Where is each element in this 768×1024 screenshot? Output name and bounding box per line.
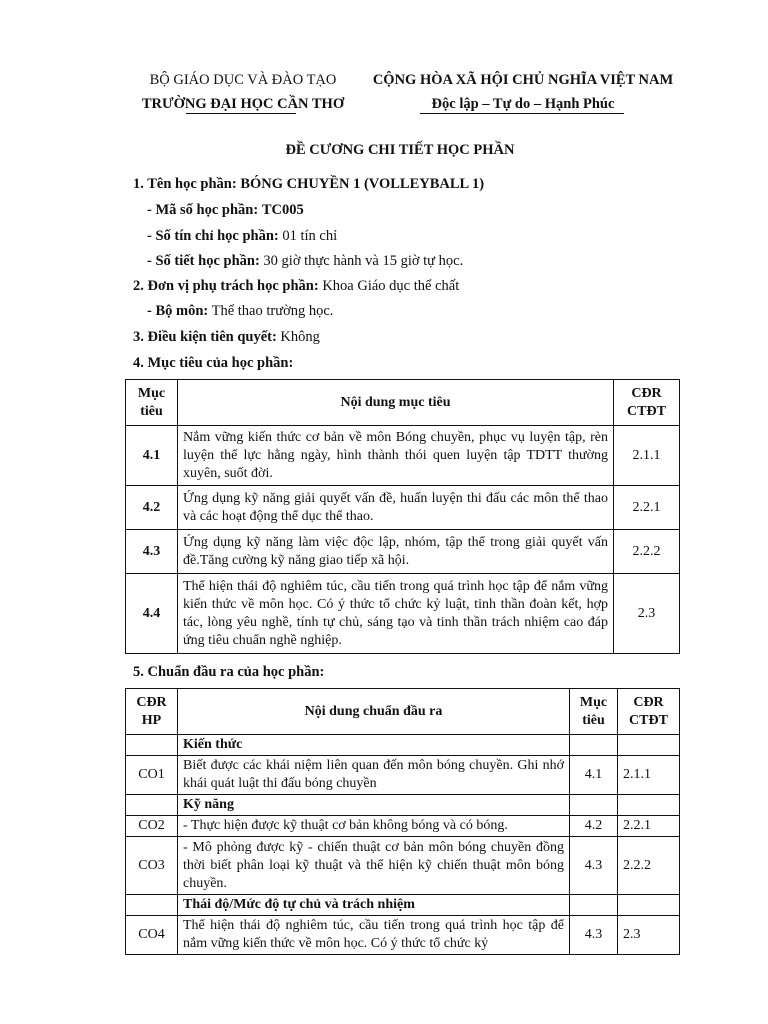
header-right-underline [420,113,624,114]
table-row [126,574,680,654]
course-name-line [133,176,484,193]
outcomes-table [125,688,680,955]
col-header-goal: Mục tiêu [570,689,618,735]
header-left-underline [186,113,296,114]
table-row [126,816,680,837]
category-row [126,735,680,756]
table-row [126,916,680,955]
category-attitude: Thái độ/Mức độ tự chủ và trách nhiệm [178,895,570,916]
outcome-id: CO3 [126,837,178,895]
outcome-goal: 4.2 [570,816,618,837]
prerequisite-line [133,329,320,346]
goal-id: 4.3 [126,530,178,574]
category-row [126,795,680,816]
department-label: 2. Đơn vị phụ trách học phần: [133,278,319,294]
goal-content: Ứng dụng kỹ năng giải quyết vấn đề, huấn luyện thi đấu các môn thể thao và các hoạt động thể dục thể thao. [178,486,614,530]
prerequisite-value: Không [280,329,320,345]
category-skills: Kỹ năng [178,795,570,816]
periods-line [147,253,463,270]
goal-content: Thể hiện thái độ nghiêm túc, cầu tiến trong quá trình học tập để nắm vững kiến thức về môn học. Có ý thức tổ chức kỷ luật, tinh thần đoàn kết, hợp tác, lòng yêu nghề, tính tự chủ, sáng tạo và tinh thần trách nhiệm cao đáp ứng tiêu chuẩn nghề nghiệp. [178,574,614,654]
objectives-table [125,379,680,654]
division-label: - Bộ môn: [147,303,209,319]
goal-id: 4.1 [126,426,178,486]
motto: Độc lập – Tự do – Hạnh Phúc [431,96,615,112]
outcome-content: Thể hiện thái độ nghiêm túc, cầu tiến trong quá trình học tập để nắm vững kiến thức về môn học. Có ý thức tổ chức kỷ [178,916,570,955]
goal-cdr: 2.1.1 [614,426,680,486]
outcome-cdr: 2.1.1 [618,756,680,795]
table-row [126,530,680,574]
university-name: TRƯỜNG ĐẠI HỌC CẦN THƠ [141,96,345,112]
goal-id: 4.4 [126,574,178,654]
goal-content: Ứng dụng kỹ năng làm việc độc lập, nhóm, tập thể trong giải quyết vấn đề.Tăng cường kỹ năng giao tiếp xã hội. [178,530,614,574]
outcome-goal: 4.3 [570,837,618,895]
course-code-value: TC005 [261,202,304,218]
ministry-header [128,68,358,116]
division-value: Thể thao trường học. [211,303,334,319]
goal-cdr: 2.2.1 [614,486,680,530]
outcomes-heading: 5. Chuẩn đầu ra của học phần: [133,664,325,680]
table-row [126,756,680,795]
category-row [126,895,680,916]
col-header-outcome-content: Nội dung chuẩn đầu ra [178,689,570,735]
course-name-label: 1. Tên học phần: [133,176,237,192]
course-code-line [147,202,304,219]
col-header-cdr-ctdt: CĐR CTĐT [618,689,680,735]
goal-cdr: 2.3 [614,574,680,654]
col-header-cdr: CĐR CTĐT [614,380,680,426]
outcome-id: CO2 [126,816,178,837]
outcome-id: CO4 [126,916,178,955]
course-code-label: - Mã số học phần: [147,202,259,218]
col-header-goal-content: Nội dung mục tiêu [178,380,614,426]
republic-name: CỘNG HÒA XÃ HỘI CHỦ NGHĨA VIỆT NAM [372,72,674,88]
table-row [126,486,680,530]
col-header-cdr-hp: CĐR HP [126,689,178,735]
department-line [133,278,459,295]
category-knowledge: Kiến thức [178,735,570,756]
department-value: Khoa Giáo dục thể chất [322,278,460,294]
credits-label: - Số tín chỉ học phần: [147,228,279,244]
outcomes-header-row [126,689,680,735]
outcome-cdr: 2.2.2 [618,837,680,895]
outcome-goal: 4.3 [570,916,618,955]
outcome-id: CO1 [126,756,178,795]
credits-value: 01 tín chỉ [282,228,338,244]
course-name-value: BÓNG CHUYỀN 1 (VOLLEYBALL 1) [240,176,485,192]
prerequisite-label: 3. Điều kiện tiên quyết: [133,329,277,345]
goal-cdr: 2.2.2 [614,530,680,574]
division-line [147,303,333,320]
table-row [126,426,680,486]
outcome-content: - Thực hiện được kỹ thuật cơ bản không bóng và có bóng. [178,816,570,837]
outcome-content: - Mô phỏng được kỹ - chiến thuật cơ bản môn bóng chuyền đồng thời biết phân loại kỹ thuật và thể hiện kỹ chiến thuật môn bóng chuyền. [178,837,570,895]
document-title: ĐỀ CƯƠNG CHI TIẾT HỌC PHẦN [285,142,515,158]
outcome-cdr: 2.3 [618,916,680,955]
objectives-header-row [126,380,680,426]
ministry-name: BỘ GIÁO DỤC VÀ ĐÀO TẠO [149,72,337,88]
table-row [126,837,680,895]
goal-id: 4.2 [126,486,178,530]
periods-label: - Số tiết học phần: [147,253,260,269]
outcome-cdr: 2.2.1 [618,816,680,837]
periods-value: 30 giờ thực hành và 15 giờ tự học. [263,253,464,269]
goal-content: Nắm vững kiến thức cơ bản về môn Bóng chuyền, phục vụ luyện tập, rèn luyện thể lực hằng ngày, hình thành thói quen luyện tập TDTT thường xuyên, suốt đời. [178,426,614,486]
credits-line [147,228,337,245]
outcome-content: Biết được các khái niệm liên quan đến môn bóng chuyền. Ghi nhớ khái quát luật thi đấu bóng chuyền [178,756,570,795]
republic-header [362,68,684,116]
col-header-goal: Mục tiêu [126,380,178,426]
objectives-heading: 4. Mục tiêu của học phần: [133,355,294,371]
outcome-goal: 4.1 [570,756,618,795]
